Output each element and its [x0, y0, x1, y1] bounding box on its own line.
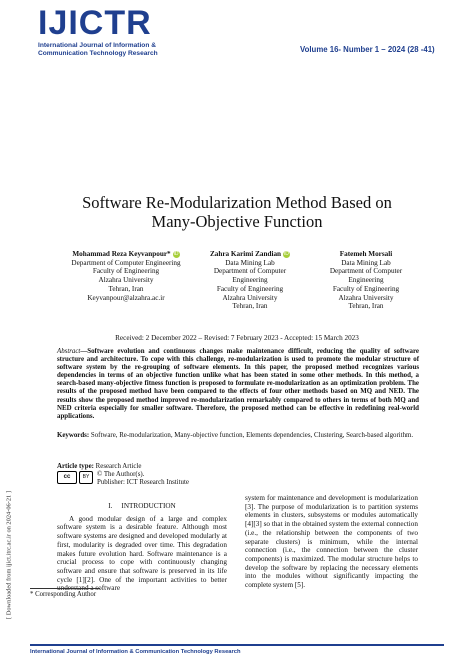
author-affiliation: Data Mining Lab: [341, 258, 391, 267]
journal-name-line2: Communication Technology Research: [38, 50, 158, 58]
article-type: [57, 463, 141, 471]
author-affiliation: Alzahra University: [338, 293, 394, 302]
author-affiliation: Faculty of Engineering: [332, 284, 400, 293]
orcid-icon[interactable]: iD: [284, 250, 289, 257]
author-affiliation: Faculty of Engineering: [92, 267, 160, 276]
author-affiliation: Engineering: [232, 276, 268, 285]
author-block-3: [310, 250, 422, 311]
column-text: system for maintenance and development is modularization [3]. The purpose of modularization is to partition systems elements in clusters, subsystems or modules automatically [4][3] so that in the obtained system the external connection (i.e., the relationship between the components of two separate clusters) is minimum, while the internal connection (i.e., the connection between the cluster components) is maximized. The modular structure helps to develop the software by replacing the necessary elements into the modules without significantly impacting the complete system [5].: [245, 494, 418, 590]
orcid-icon[interactable]: iD: [173, 250, 179, 257]
author-affiliation: Data Mining Lab: [225, 258, 275, 267]
section-heading: I. INTRODUCTION: [108, 502, 176, 510]
author-affiliation: Alzahra University: [222, 293, 278, 302]
attribution-icon[interactable]: BY: [79, 471, 93, 484]
body-column-right: [245, 494, 418, 590]
keywords-label: Keywords:: [57, 432, 90, 439]
journal-header: [0, 0, 474, 70]
publisher-text: Publisher: ICT Research Institute: [97, 479, 189, 487]
author-name: Mohammad Reza Keyvanpour*: [72, 250, 171, 258]
footnote-divider: [30, 588, 100, 589]
article-type-label: Article type:: [57, 463, 94, 470]
author-name: Fatemeh Morsali: [339, 250, 393, 258]
author-affiliation: Tehran, Iran: [108, 284, 144, 293]
author-affiliation: Alzahra University: [98, 276, 154, 285]
footnote: * Corresponding Author: [30, 591, 97, 598]
submission-dates: Received: 2 December 2022 – Revised: 7 February 2023 - Accepted: 15 March 2023: [115, 334, 359, 342]
license-block: [57, 471, 189, 487]
author-block-2: [195, 250, 305, 311]
journal-name-line1: International Journal of Information &: [38, 42, 156, 49]
journal-logo: IJICTR: [38, 4, 152, 42]
author-affiliation: Department of Computer Engineering: [71, 258, 181, 267]
footer-journal-name: International Journal of Information & Communication Technology Research: [30, 649, 241, 655]
body-column-left: [57, 502, 227, 593]
title-line2: Many-Objective Function: [151, 212, 323, 231]
article-type-value: Research Article: [93, 463, 142, 470]
volume-info: Volume 16- Number 1 – 2024 (28 -41): [300, 45, 435, 54]
abstract-label: Abstract: [57, 348, 81, 355]
keywords-text: Software, Re-modularization, Many-objective function, Elements dependencies, Clustering, Search-based algorithm.: [89, 432, 414, 439]
creative-commons-icon[interactable]: cc: [57, 471, 77, 484]
author-affiliation: Engineering: [348, 276, 384, 285]
author-affiliation: Tehran, Iran: [348, 302, 384, 311]
title-line1: Software Re-Modularization Method Based on: [82, 193, 392, 212]
footer-rule: [30, 644, 444, 646]
abstract: [57, 348, 419, 421]
download-watermark: [2, 480, 16, 630]
author-affiliation: Department of Computer: [213, 267, 287, 276]
author-name: Zahra Karimi Zandian: [209, 250, 282, 258]
author-affiliation: Department of Computer: [329, 267, 403, 276]
download-watermark-text: [ Downloaded from ijict.itrc.ac.ir on 2024-06-21 ]: [5, 491, 13, 619]
author-email[interactable]: Keyvanpour@alzahra.ac.ir: [87, 293, 165, 302]
copyright-text: © The Author(s).: [97, 471, 145, 478]
journal-name: [38, 42, 158, 58]
author-affiliation: Tehran, Iran: [232, 302, 268, 311]
abstract-text: —Software evolution and continuous changes make maintenance difficult, reducing the quality of software structure and architecture. To cope with this challenge, re-modularization is used to promote the modular structure of software system by the re-grouping of software elements. In this paper, the proposed method recognizes various dependencies in terms of an objective function unlike what has been stated in some other methods. In this method, a search-based many-objective fitness function is proposed to formulate re-modularization as an optimization problem. The results of the proposed method have been compared to the effects of four other methods based on MQ and NED. The results show the proposed method improved re-modularization remarkably compared to others in terms of both MQ and NED criteria especially for smaller software. Therefore, the proposed method can be effective in redefining real-world applications.: [57, 348, 419, 420]
column-text: A good modular design of a large and complex software system is a desirable feature. Although most software systems are designed and developed modularly at first, modularity is degraded over time. This degradation makes future evolution hard. Software maintenance is a crucial process to cope with continuously changing software and ensure that software is preserved in its life cycle [1][2]. One of the important activities to better understand a software: [57, 514, 227, 593]
paper-title: [30, 193, 444, 231]
author-block-1: [56, 250, 196, 302]
author-affiliation: Faculty of Engineering: [216, 284, 284, 293]
keywords: [57, 432, 419, 440]
